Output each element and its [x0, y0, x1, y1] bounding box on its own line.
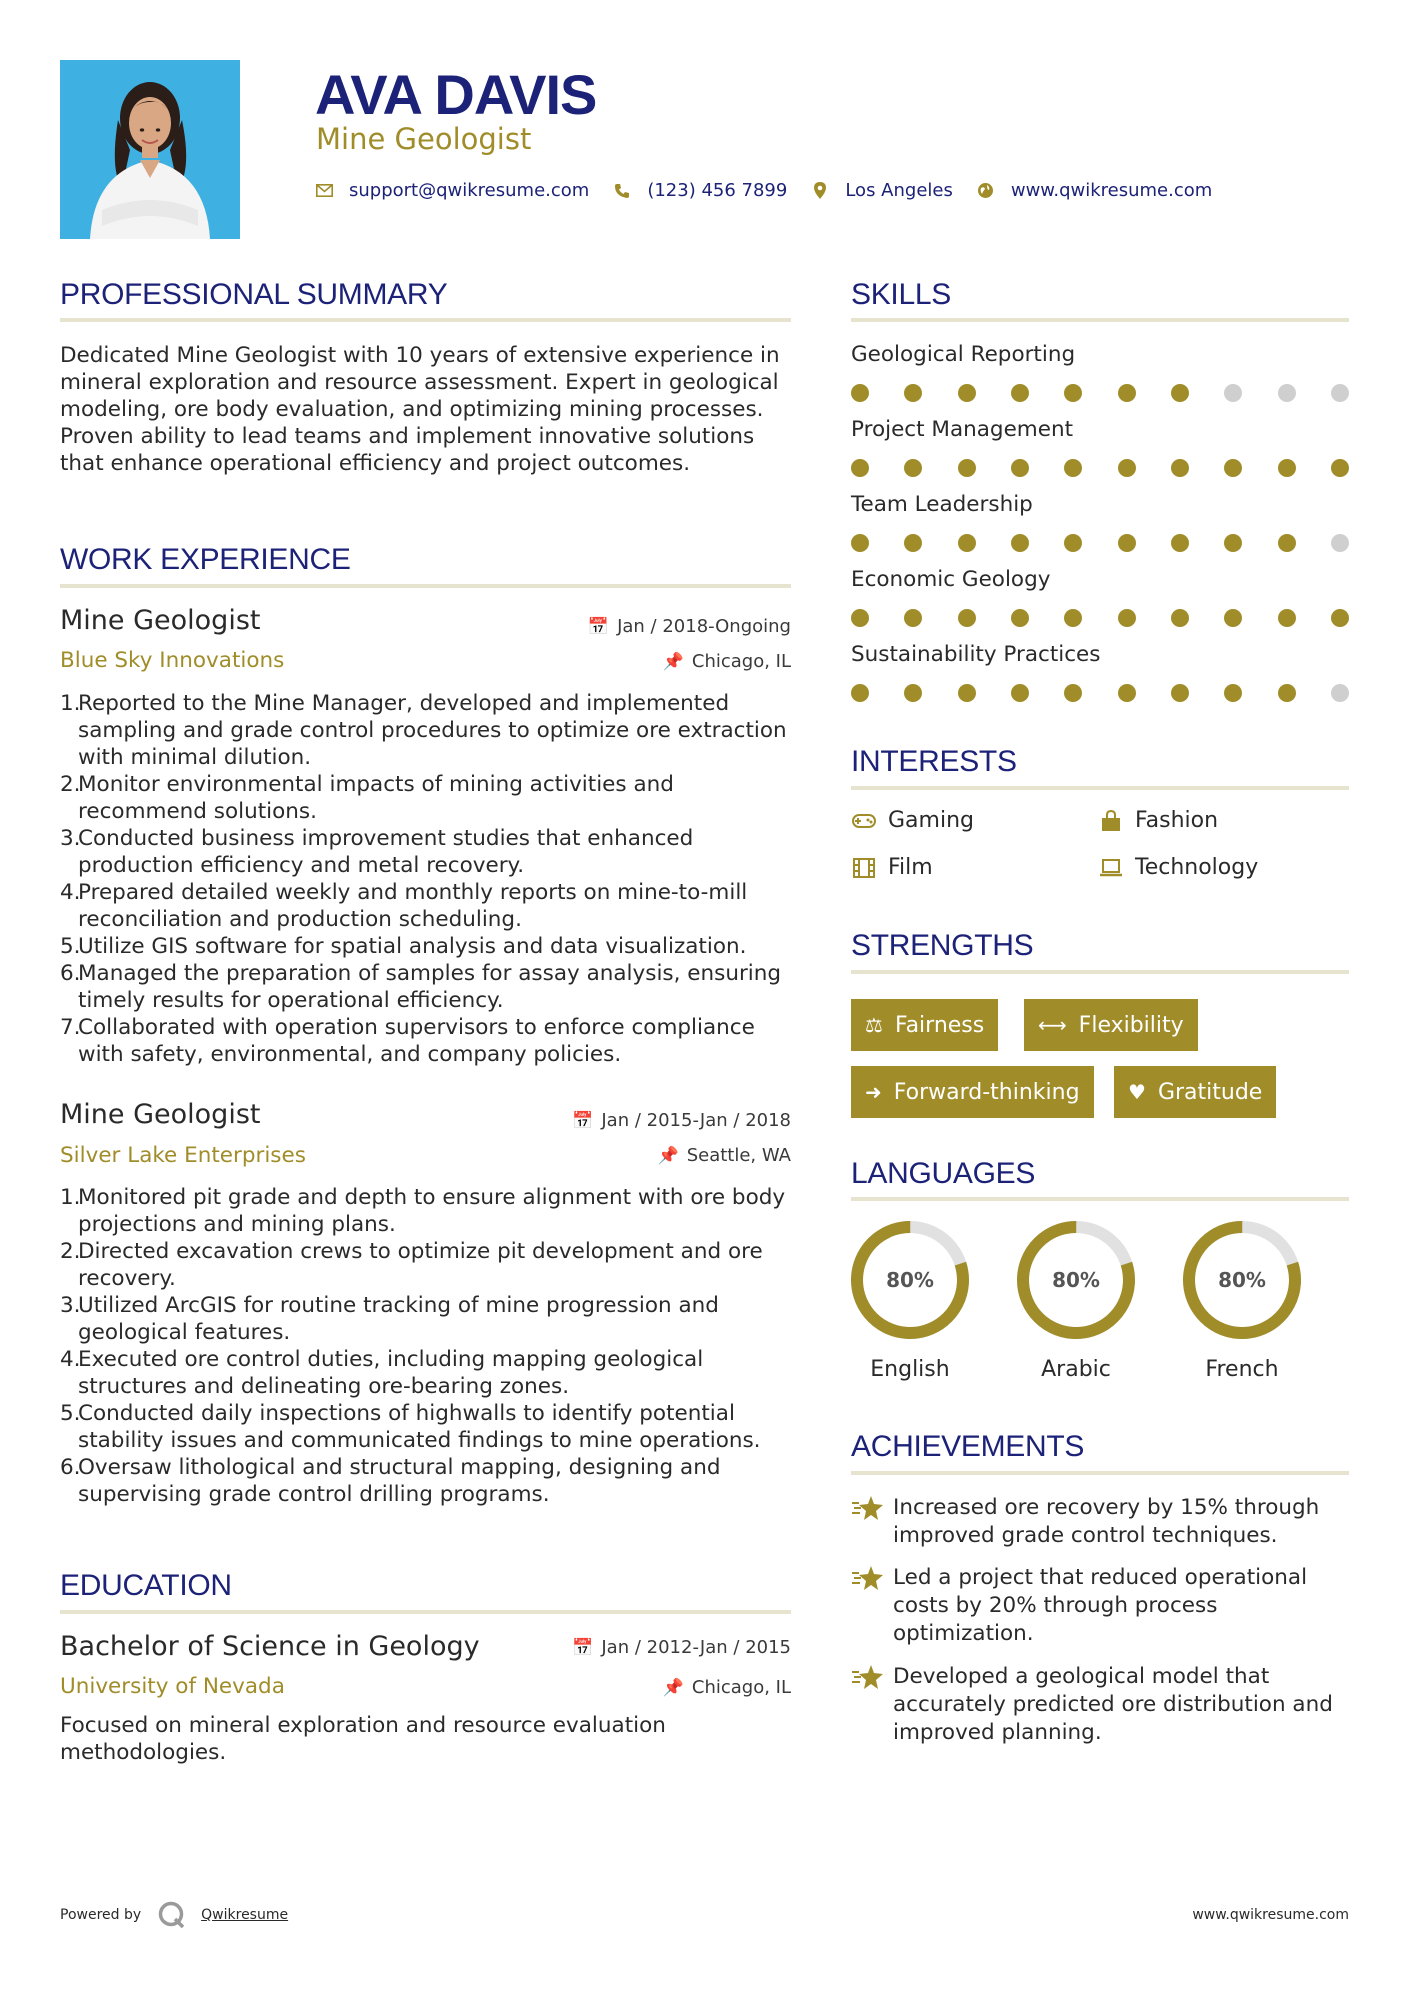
location-text: Los Angeles [845, 180, 953, 201]
list-item: 7. Collaborated with operation supervisors to enforce compliance with safety, environmental, and company policies. [60, 1015, 755, 1067]
skill-dot-filled [1011, 459, 1029, 477]
job-date [572, 1110, 791, 1131]
skill-dot-filled [1118, 384, 1136, 402]
candidate-role: Mine Geologist [316, 122, 532, 156]
skill-rating [851, 384, 1351, 404]
heart-icon: ♥ [1128, 1080, 1146, 1104]
school-name: University of Nevada [60, 1674, 285, 1699]
strength-label: Fairness [894, 1012, 985, 1038]
achievement-text: Increased ore recovery by 15% through improved grade control techniques. [893, 1495, 1320, 1548]
map-marker-icon [811, 182, 829, 200]
profile-photo [60, 60, 240, 239]
skill-dot-empty [1331, 684, 1349, 702]
education-heading: EDUCATION [60, 1569, 232, 1602]
pushpin-icon: 📌 [657, 1145, 679, 1166]
skill-name: Project Management [851, 417, 1074, 442]
skill-dot-filled [1011, 609, 1029, 627]
contact-email[interactable] [315, 180, 589, 201]
achievement-item [851, 1564, 1351, 1648]
pushpin-icon: 📌 [662, 1677, 684, 1698]
education-date-text: Jan / 2012-Jan / 2015 [601, 1637, 791, 1658]
skill-name: Economic Geology [851, 567, 1051, 592]
language-name: Arabic [1041, 1357, 1111, 1382]
phone-icon [613, 182, 631, 200]
skill-dot-filled [1171, 684, 1189, 702]
list-item: 5. Utilize GIS software for spatial analysis and data visualization. [60, 934, 747, 959]
summary-heading: PROFESSIONAL SUMMARY [60, 278, 448, 311]
language-item [1015, 1219, 1137, 1382]
interest-item [1098, 855, 1258, 880]
job-company: Blue Sky Innovations [60, 648, 285, 673]
language-percent: 80% [886, 1268, 934, 1292]
language-name: English [870, 1357, 950, 1382]
achievements-divider [851, 1471, 1349, 1475]
education-location [663, 1677, 791, 1698]
skills-heading: SKILLS [851, 278, 951, 311]
achievements-heading: ACHIEVEMENTS [851, 1430, 1085, 1463]
skill-dot-filled [1171, 459, 1189, 477]
calendar-icon: 📅 [572, 1637, 594, 1658]
summary-divider [60, 318, 791, 322]
star-icon [851, 1494, 893, 1550]
language-percent: 80% [1218, 1268, 1266, 1292]
shopping-bag-icon [1098, 810, 1124, 832]
skill-dot-empty [1331, 384, 1349, 402]
skill-dot-filled [1278, 534, 1296, 552]
strength-chip [1024, 999, 1198, 1051]
star-icon [851, 1663, 893, 1747]
skill-dot-filled [1118, 459, 1136, 477]
skill-row [851, 567, 1351, 631]
strength-label: Forward-thinking [893, 1079, 1080, 1105]
skill-dot-filled [1278, 459, 1296, 477]
skill-dot-filled [1011, 684, 1029, 702]
skill-dot-filled [1278, 609, 1296, 627]
skill-name: Geological Reporting [851, 342, 1076, 367]
contact-location [811, 180, 953, 201]
skill-dot-filled [1064, 534, 1082, 552]
website-text: www.qwikresume.com [1010, 180, 1213, 201]
degree-title: Bachelor of Science in Geology [60, 1631, 480, 1662]
skill-row [851, 492, 1351, 556]
achievement-text: Developed a geological model that accurately predicted ore distribution and improved planning. [893, 1664, 1333, 1745]
job-company: Silver Lake Enterprises [60, 1143, 306, 1168]
achievement-item [851, 1494, 1351, 1550]
skill-dot-filled [1224, 459, 1242, 477]
strength-label: Gratitude [1157, 1079, 1263, 1105]
skill-dot-filled [1064, 384, 1082, 402]
interest-label: Technology [1135, 855, 1259, 880]
list-item: 4. Prepared detailed weekly and monthly reports on mine-to-mill reconciliation and production scheduling. [60, 880, 748, 932]
skill-rating [851, 609, 1351, 629]
footer-powered-by [60, 1900, 288, 1930]
skills-divider [851, 318, 1349, 322]
skill-dot-filled [1118, 609, 1136, 627]
skill-dot-filled [958, 684, 976, 702]
arrow-right-icon: ➜ [865, 1080, 882, 1104]
list-item: 6. Oversaw lithological and structural mapping, designing and supervising grade control drilling programs. [60, 1455, 721, 1507]
skill-dot-filled [1171, 384, 1189, 402]
pushpin-icon: 📌 [662, 651, 684, 672]
laptop-icon [1098, 859, 1124, 877]
job-location-text: Chicago, IL [691, 651, 791, 672]
list-item: 3. Utilized ArcGIS for routine tracking of mine progression and geological features. [60, 1293, 719, 1345]
gamepad-icon [851, 814, 877, 828]
interests-divider [851, 786, 1349, 790]
arrows-horizontal-icon: ⟷ [1038, 1013, 1067, 1037]
qwikresume-link[interactable]: Qwikresume [201, 1907, 289, 1923]
skill-dot-filled [1118, 534, 1136, 552]
skill-dot-filled [851, 684, 869, 702]
language-item [849, 1219, 971, 1382]
list-item: 4. Executed ore control duties, including mapping geological structures and delineating ore-bearing zones. [60, 1347, 704, 1399]
skill-dot-filled [1064, 459, 1082, 477]
education-divider [60, 1610, 791, 1614]
qwikresume-logo-icon [157, 1900, 187, 1930]
job-title: Mine Geologist [60, 605, 261, 636]
strength-chip [1114, 1066, 1276, 1118]
languages-divider [851, 1197, 1349, 1201]
job-date [588, 616, 791, 637]
candidate-name: AVA DAVIS [315, 63, 597, 126]
skill-dot-filled [904, 459, 922, 477]
skill-dot-filled [904, 609, 922, 627]
job-bullets [60, 1184, 800, 1508]
envelope-icon [315, 182, 333, 200]
skill-dot-empty [1278, 384, 1296, 402]
star-icon [851, 1564, 893, 1648]
list-item: 5. Conducted daily inspections of highwalls to identify potential stability issues and communicated findings to mine operations. [60, 1401, 761, 1453]
skill-dot-filled [1118, 684, 1136, 702]
skill-dot-filled [904, 534, 922, 552]
skill-dot-empty [1331, 534, 1349, 552]
skill-rating [851, 684, 1351, 704]
footer-website[interactable]: www.qwikresume.com [1192, 1907, 1349, 1923]
skill-row [851, 642, 1351, 706]
skill-dot-filled [1171, 609, 1189, 627]
balance-scale-icon: ⚖ [865, 1013, 883, 1037]
job-bullets [60, 690, 800, 1068]
languages-heading: LANGUAGES [851, 1157, 1036, 1190]
list-item: 2. Directed excavation crews to optimize pit development and ore recovery. [60, 1239, 763, 1291]
list-item: 2. Monitor environmental impacts of mining activities and recommend solutions. [60, 772, 674, 824]
list-item: 1. Reported to the Mine Manager, developed and implemented sampling and grade control procedures to optimize ore extraction with minimal dilution. [60, 691, 787, 770]
skill-dot-filled [1171, 534, 1189, 552]
skill-dot-filled [851, 534, 869, 552]
interest-item [851, 808, 974, 833]
skill-dot-filled [851, 459, 869, 477]
list-item: 6. Managed the preparation of samples for assay analysis, ensuring timely results for operational efficiency. [60, 961, 782, 1013]
skill-row [851, 342, 1351, 406]
language-item [1181, 1219, 1303, 1382]
interest-label: Gaming [888, 808, 974, 833]
job-title: Mine Geologist [60, 1099, 261, 1130]
achievement-text: Led a project that reduced operational costs by 20% through process optimization. [893, 1565, 1308, 1646]
contact-bar [315, 180, 1236, 201]
skill-row [851, 417, 1351, 481]
skill-dot-empty [1224, 384, 1242, 402]
phone-text: (123) 456 7899 [647, 180, 788, 201]
experience-divider [60, 584, 791, 588]
skill-dot-filled [1011, 384, 1029, 402]
interest-item [851, 855, 933, 880]
experience-heading: WORK EXPERIENCE [60, 543, 351, 576]
powered-by-label: Powered by [60, 1907, 142, 1923]
strengths-heading: STRENGTHS [851, 929, 1034, 962]
interest-label: Fashion [1135, 808, 1219, 833]
skill-rating [851, 459, 1351, 479]
education-date [572, 1637, 791, 1658]
skill-dot-filled [958, 534, 976, 552]
interest-label: Film [888, 855, 933, 880]
achievement-item [851, 1663, 1351, 1747]
job-location [658, 1145, 791, 1166]
globe-icon [977, 182, 995, 200]
skill-rating [851, 534, 1351, 554]
calendar-icon: 📅 [572, 1110, 594, 1131]
strength-label: Flexibility [1078, 1012, 1184, 1038]
summary-text: Dedicated Mine Geologist with 10 years of extensive experience in mineral exploration and resource assessment. Expert in geological modeling, ore body evaluation, and optimizing mining processes. Proven ability to lead teams and implement innovative solutions that enhance operational efficiency and project outcomes. [60, 343, 780, 476]
list-item: 1. Monitored pit grade and depth to ensure alignment with ore body projections and mining plans. [60, 1185, 786, 1237]
skill-dot-filled [1278, 684, 1296, 702]
interest-item [1098, 808, 1218, 833]
skill-dot-filled [1224, 684, 1242, 702]
skill-dot-filled [851, 384, 869, 402]
job-location [663, 651, 791, 672]
skill-dot-filled [1224, 609, 1242, 627]
education-description: Focused on mineral exploration and resource evaluation methodologies. [60, 1713, 666, 1765]
strength-chip [851, 1066, 1094, 1118]
job-location-text: Seattle, WA [686, 1145, 791, 1166]
strength-chip [851, 999, 998, 1051]
skill-name: Sustainability Practices [851, 642, 1101, 667]
language-name: French [1205, 1357, 1279, 1382]
email-text: support@qwikresume.com [349, 180, 590, 201]
skill-dot-filled [958, 609, 976, 627]
skill-dot-filled [1064, 609, 1082, 627]
skill-dot-filled [958, 384, 976, 402]
strengths-divider [851, 970, 1349, 974]
film-icon [851, 858, 877, 878]
skill-dot-filled [851, 609, 869, 627]
skill-dot-filled [1224, 534, 1242, 552]
education-location-text: Chicago, IL [691, 1677, 791, 1698]
contact-phone[interactable] [613, 180, 787, 201]
job-date-text: Jan / 2018-Ongoing [617, 616, 791, 637]
list-item: 3. Conducted business improvement studies that enhanced production efficiency and metal recovery. [60, 826, 694, 878]
language-percent: 80% [1052, 1268, 1100, 1292]
skill-dot-filled [904, 384, 922, 402]
skill-dot-filled [904, 684, 922, 702]
calendar-icon: 📅 [587, 616, 610, 637]
skill-name: Team Leadership [851, 492, 1033, 517]
skill-dot-filled [958, 459, 976, 477]
skill-dot-filled [1331, 459, 1349, 477]
skill-dot-filled [1064, 684, 1082, 702]
skill-dot-filled [1331, 609, 1349, 627]
interests-heading: INTERESTS [851, 745, 1017, 778]
job-date-text: Jan / 2015-Jan / 2018 [601, 1110, 791, 1131]
contact-website[interactable] [977, 180, 1212, 201]
skill-dot-filled [1011, 534, 1029, 552]
